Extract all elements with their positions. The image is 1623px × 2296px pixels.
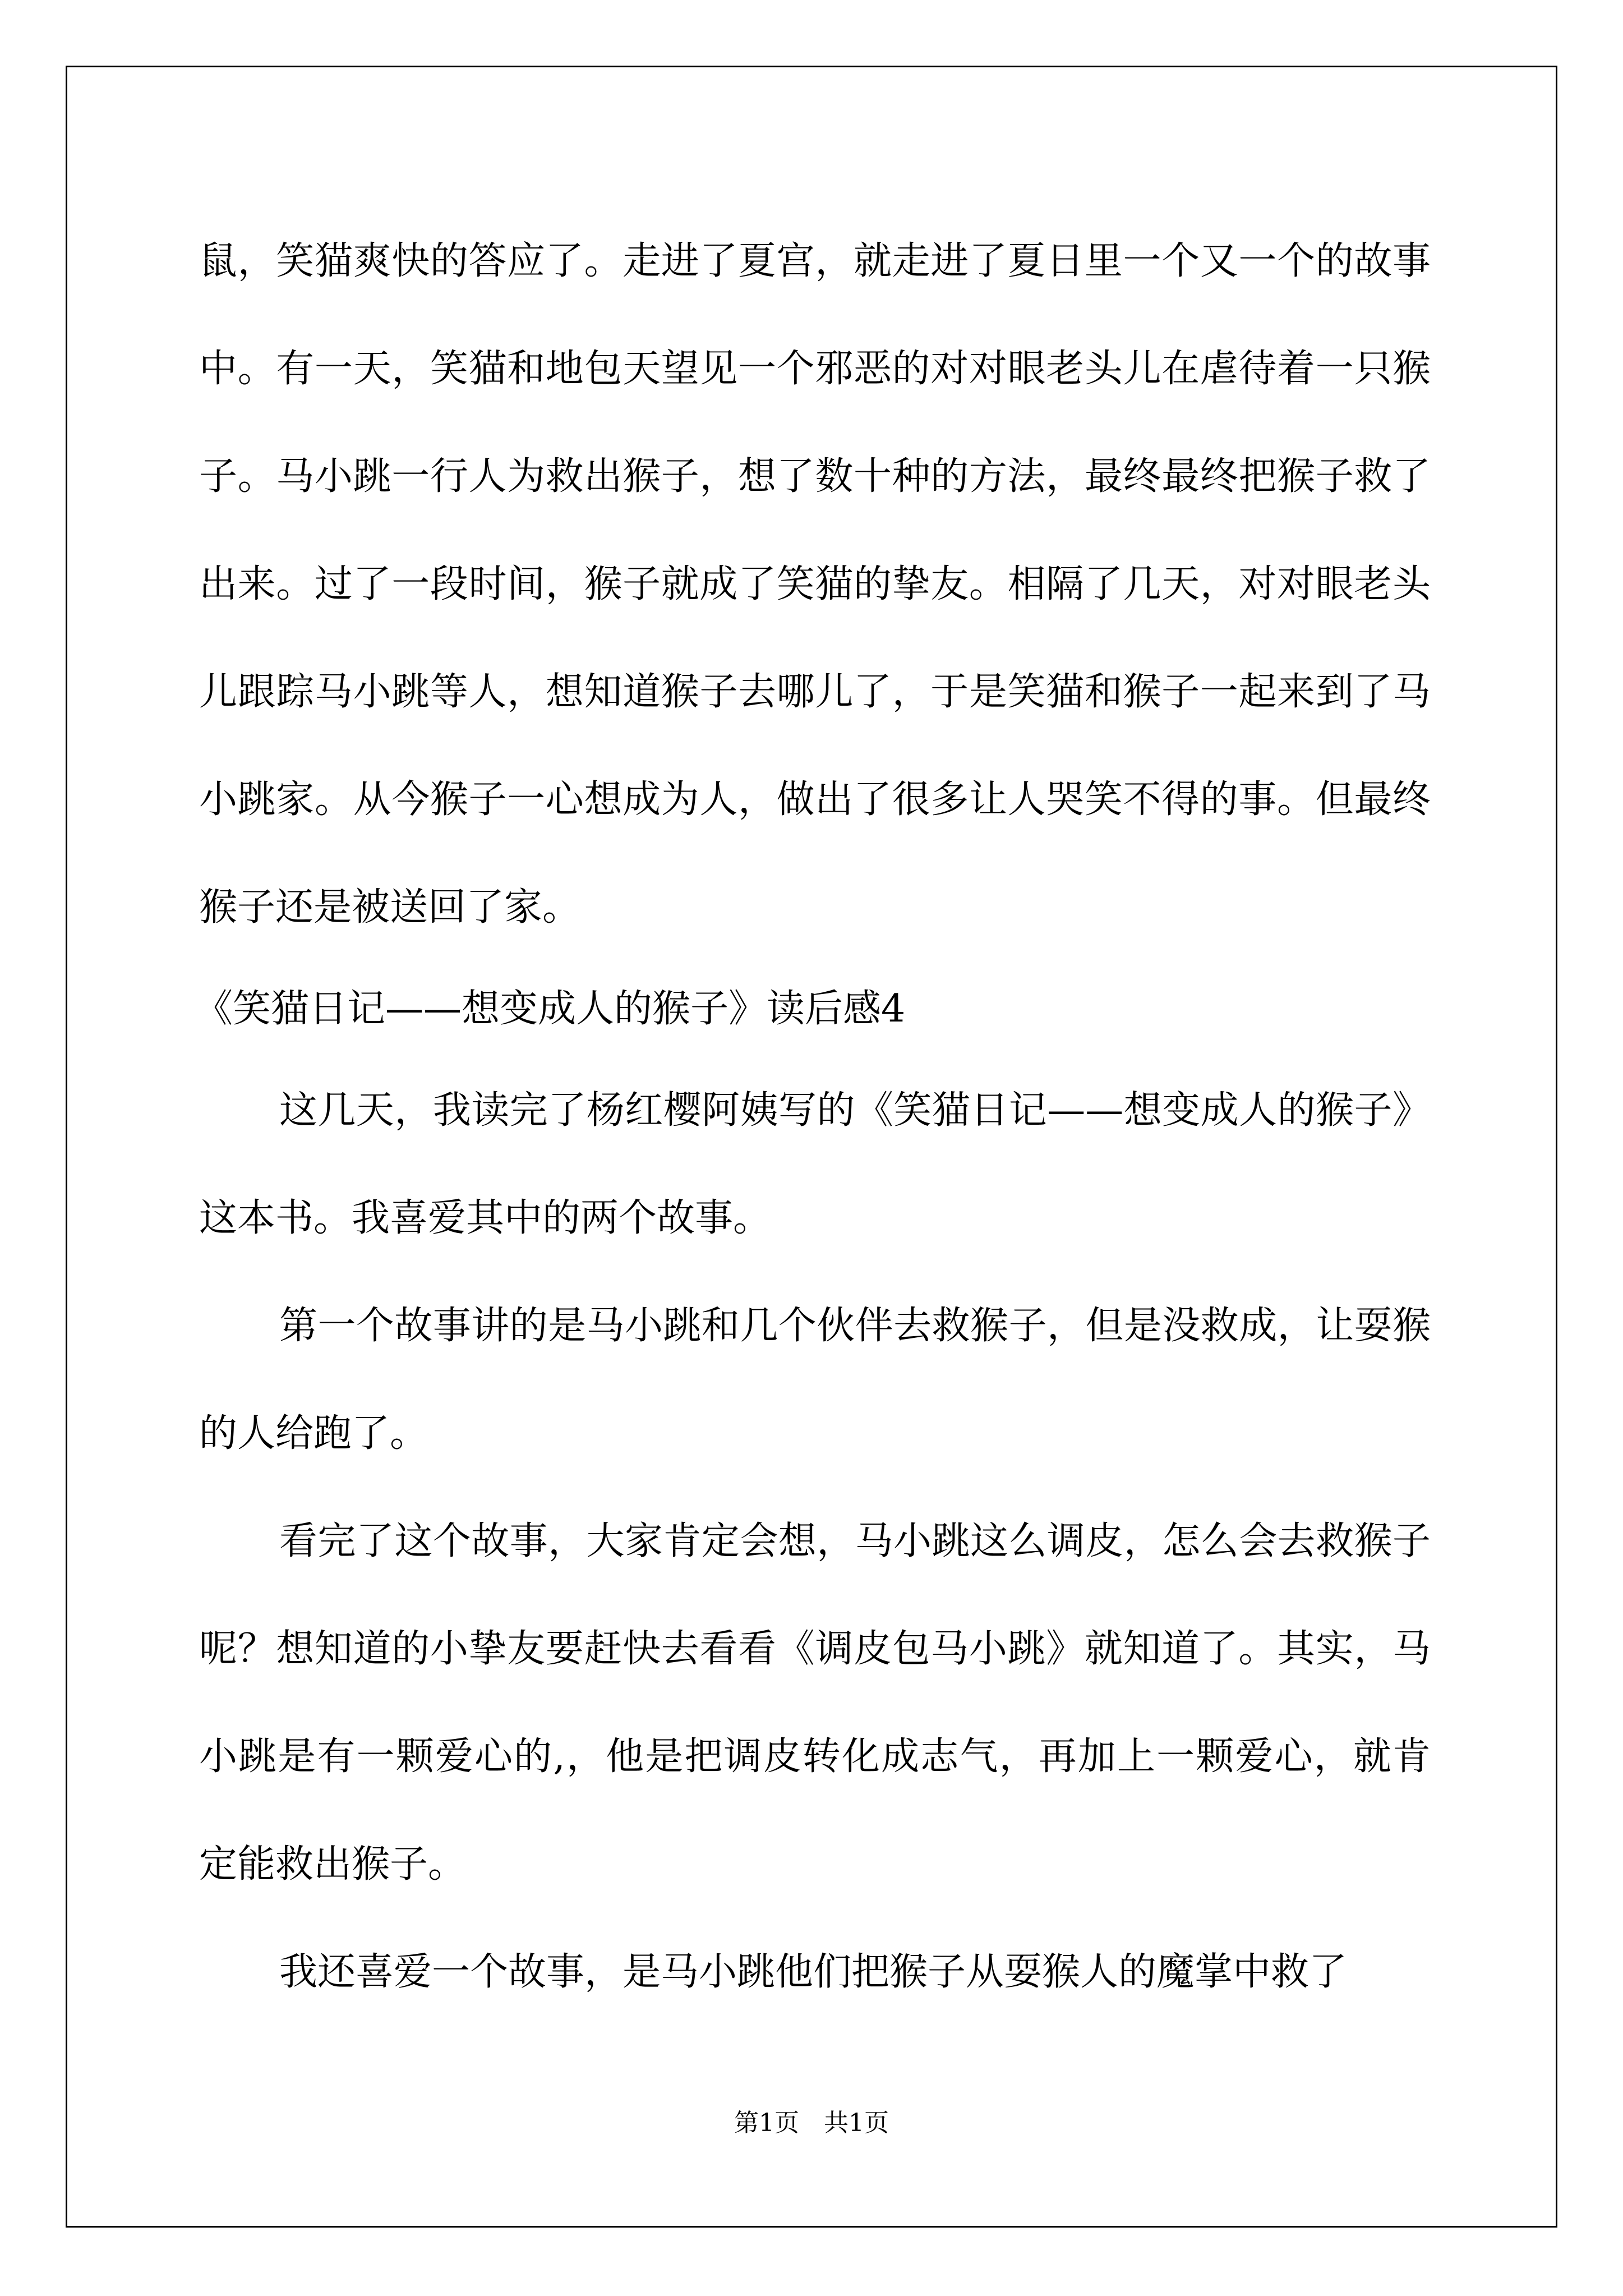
- paragraph-3: 看完了这个故事，大家肯定会想，马小跳这么调皮，怎么会去救猴子呢？想知道的小挚友要赶快去看看《调皮包马小跳》就知道了。其实，马小跳是有一颗爱心的,，他是把调皮转化成志气，再加上一颗爱心，就肯定能救出猴子。: [199, 1519, 1431, 1887]
- paragraph-1: 这几天，我读完了杨红樱阿姨写的《笑猫日记——想变成人的猴子》这本书。我喜爱其中的两个故事。: [199, 1088, 1431, 1240]
- section-heading: 《笑猫日记——想变成人的猴子》读后感4: [195, 987, 906, 1031]
- page-footer: 第1页 共1页: [734, 2109, 889, 2137]
- paragraph-continued: 鼠，笑猫爽快的答应了。走进了夏宫，就走进了夏日里一个又一个的故事中。有一天，笑猫和地包天望见一个邪恶的对对眼老头儿在虐待着一只猴子。马小跳一行人为救出猴子，想了数十种的方法，最终最终把猴子救了出来。过了一段时间，猴子就成了笑猫的挚友。相隔了几天，对对眼老头儿跟踪马小跳等人，想知道猴子去哪儿了，于是笑猫和猴子一起来到了马小跳家。从今猴子一心想成为人，做出了很多让人哭笑不得的事。但最终猴子还是被送回了家。: [199, 239, 1431, 930]
- document-body: [195, 208, 1431, 2026]
- paragraph-2: 第一个故事讲的是马小跳和几个伙伴去救猴子，但是没救成，让耍猴的人给跑了。: [199, 1304, 1431, 1456]
- paragraph-4: 我还喜爱一个故事，是马小跳他们把猴子从耍猴人的魔掌中救了: [279, 1950, 1348, 1994]
